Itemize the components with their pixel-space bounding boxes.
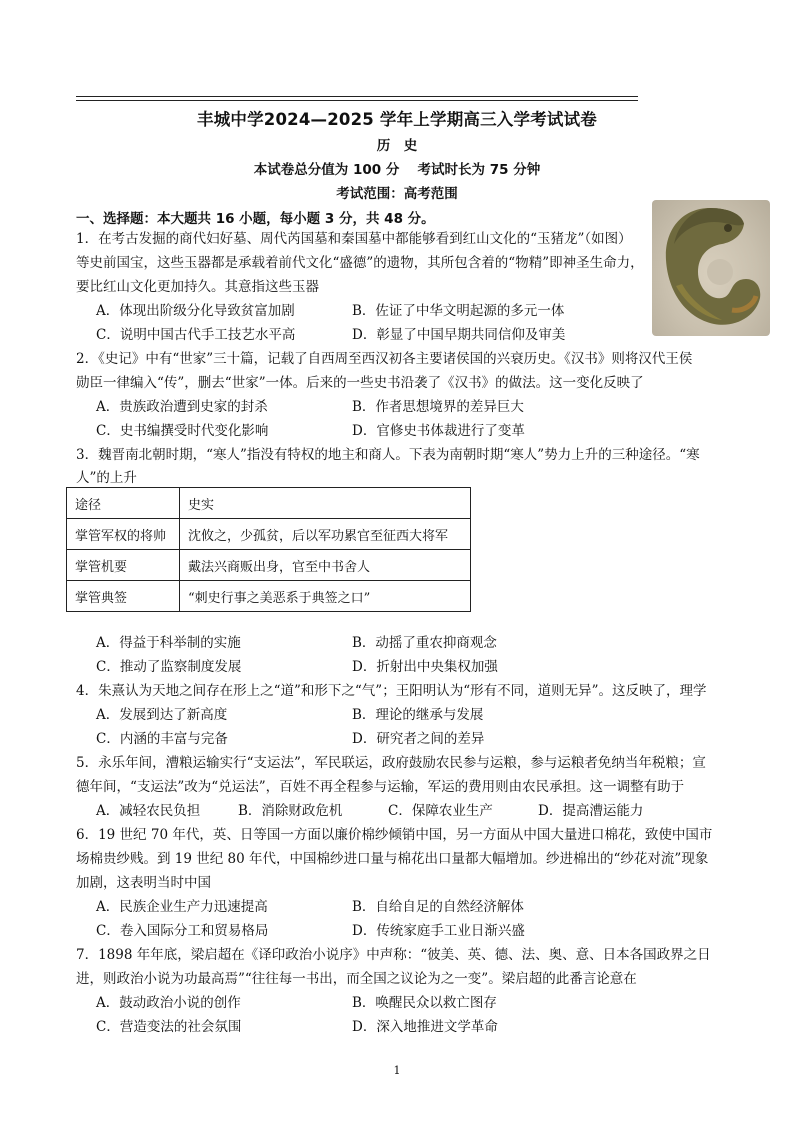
q1-option-d[interactable]: D．彰显了中国早期共同信仰及审美 <box>352 327 566 343</box>
q6-option-d[interactable]: D．传统家庭手工业日渐兴盛 <box>352 923 525 939</box>
q2-option-d[interactable]: D．官修史书体裁进行了变革 <box>352 423 525 439</box>
q4-option-d[interactable]: D．研究者之间的差异 <box>352 731 485 747</box>
q7-option-b[interactable]: B．唤醒民众以救亡图存 <box>352 995 497 1011</box>
q1-line: 1．在考古发掘的商代妇好墓、周代芮国墓和秦国墓中都能够看到红山文化的“玉猪龙”（如图） <box>76 231 632 247</box>
q7-line: 7．1898 年年底，梁启超在《译印政治小说序》中声称：“彼美、英、德、法、奥、意、日本各国政界之日 <box>76 947 711 963</box>
q2-line: 勋臣一律编入“传”，删去“世家”一体。后来的一些史书沿袭了《汉书》的做法。这一变化反映了 <box>76 375 644 391</box>
q5-option-b[interactable]: B．消除财政危机 <box>238 803 343 819</box>
q5-option-d[interactable]: D．提高漕运能力 <box>538 803 644 819</box>
q4-option-c[interactable]: C．内涵的丰富与完备 <box>96 731 228 747</box>
q6-option-a[interactable]: A．民族企业生产力迅速提高 <box>96 899 268 915</box>
q1-option-b[interactable]: B．佐证了中华文明起源的多元一体 <box>352 303 565 319</box>
table-cell: 掌管军权的将帅 <box>67 519 180 550</box>
exam-scope: 考试范围：高考范围 <box>336 186 458 202</box>
q5-line: 德年间，“支运法”改为“兑运法”，百姓不再全程参与运输，军运的费用则由农民承担。这一调整有助于 <box>76 779 685 795</box>
table-cell: 戴法兴商贩出身，官至中书舍人 <box>180 550 471 581</box>
table-header-cell: 史实 <box>180 488 471 519</box>
q3-line: 3．魏晋南北朝时期，“寒人”指没有特权的地主和商人。下表为南朝时期“寒人”势力上升的三种途径。“寒 <box>76 447 700 463</box>
q7-line: 进，则政治小说为功最高焉”“往往每一书出，而全国之议论为之一变”。梁启超的此番言论意在 <box>76 971 637 987</box>
q6-line: 加剧，这表明当时中国 <box>76 875 211 891</box>
q6-line: 6．19 世纪 70 年代，英、日等国一方面以廉价棉纱倾销中国，另一方面从中国大量进口棉花，致使中国市 <box>76 827 713 843</box>
subject-label: 历 史 <box>376 138 418 154</box>
table-cell: 沈攸之，少孤贫，后以军功累官至征西大将军 <box>180 519 471 550</box>
q4-option-a[interactable]: A．发展到达了新高度 <box>96 707 228 723</box>
table-cell: “刺史行事之美恶系于典签之口” <box>180 581 471 612</box>
q6-line: 场棉贵纱贱。到 19 世纪 80 年代，中国棉纱进口量与棉花出口量都大幅增加。纱进棉出的“纱花对流”现象 <box>76 851 709 867</box>
table-header-row <box>67 488 471 519</box>
q7-option-d[interactable]: D．深入地推进文学革命 <box>352 1019 498 1035</box>
table-row <box>67 519 471 550</box>
q5-option-c[interactable]: C．保障农业生产 <box>388 803 493 819</box>
q6-option-b[interactable]: B．自给自足的自然经济解体 <box>352 899 524 915</box>
jade-pig-dragon-icon <box>652 200 770 336</box>
q1-line: 等史前国宝，这些玉器都是承载着前代文化“盛德”的遗物，其所包含着的“物精”即神圣生命力， <box>76 255 644 271</box>
page-number: 1 <box>393 1064 401 1077</box>
q7-option-c[interactable]: C．营造变法的社会氛围 <box>96 1019 242 1035</box>
q3-option-d[interactable]: D．折射出中央集权加强 <box>352 659 498 675</box>
q1-option-c[interactable]: C．说明中国古代手工技艺水平高 <box>96 327 296 343</box>
section-heading: 一、选择题：本大题共 16 小题，每小题 3 分，共 48 分。 <box>76 211 435 227</box>
top-rule-second <box>76 100 638 101</box>
q2-option-b[interactable]: B．作者思想境界的差异巨大 <box>352 399 524 415</box>
table-cell: 掌管机要 <box>67 550 180 581</box>
q4-option-b[interactable]: B．理论的继承与发展 <box>352 707 484 723</box>
table-header-cell: 途径 <box>67 488 180 519</box>
q3-table <box>66 487 471 612</box>
top-rule <box>76 96 638 97</box>
q6-option-c[interactable]: C．卷入国际分工和贸易格局 <box>96 923 269 939</box>
q3-line: 人”的上升 <box>76 470 137 486</box>
q7-option-a[interactable]: A．鼓动政治小说的创作 <box>96 995 241 1011</box>
exam-info: 本试卷总分值为 100 分 考试时长为 75 分钟 <box>253 162 541 178</box>
q3-option-c[interactable]: C．推动了监察制度发展 <box>96 659 242 675</box>
q2-option-a[interactable]: A．贵族政治遭到史家的封杀 <box>96 399 268 415</box>
q5-option-a[interactable]: A．减轻农民负担 <box>96 803 201 819</box>
q1-option-a[interactable]: A．体现出阶级分化导致贫富加剧 <box>96 303 295 319</box>
q3-option-a[interactable]: A．得益于科举制的实施 <box>96 635 241 651</box>
q1-line: 要比红山文化更加持久。其意指这些玉器 <box>76 279 319 295</box>
exam-title: 丰城中学2024—2025 学年上学期高三入学考试试卷 <box>197 110 597 129</box>
q4-line: 4．朱熹认为天地之间存在形上之“道”和形下之“气”；王阳明认为“形有不同，道则无异”。这反映了，理学 <box>76 683 707 699</box>
table-row <box>67 581 471 612</box>
q3-option-b[interactable]: B．动摇了重农抑商观念 <box>352 635 497 651</box>
q2-option-c[interactable]: C．史书编撰受时代变化影响 <box>96 423 269 439</box>
table-cell: 掌管典签 <box>67 581 180 612</box>
q2-line: 2．《史记》中有“世家”三十篇，记载了自西周至西汉初各主要诸侯国的兴衰历史。《汉书》则将汉代王侯 <box>76 351 693 367</box>
q5-line: 5．永乐年间，漕粮运输实行“支运法”，军民联运，政府鼓励农民参与运粮，参与运粮者免纳当年税粮；宣 <box>76 755 706 771</box>
table-row <box>67 550 471 581</box>
